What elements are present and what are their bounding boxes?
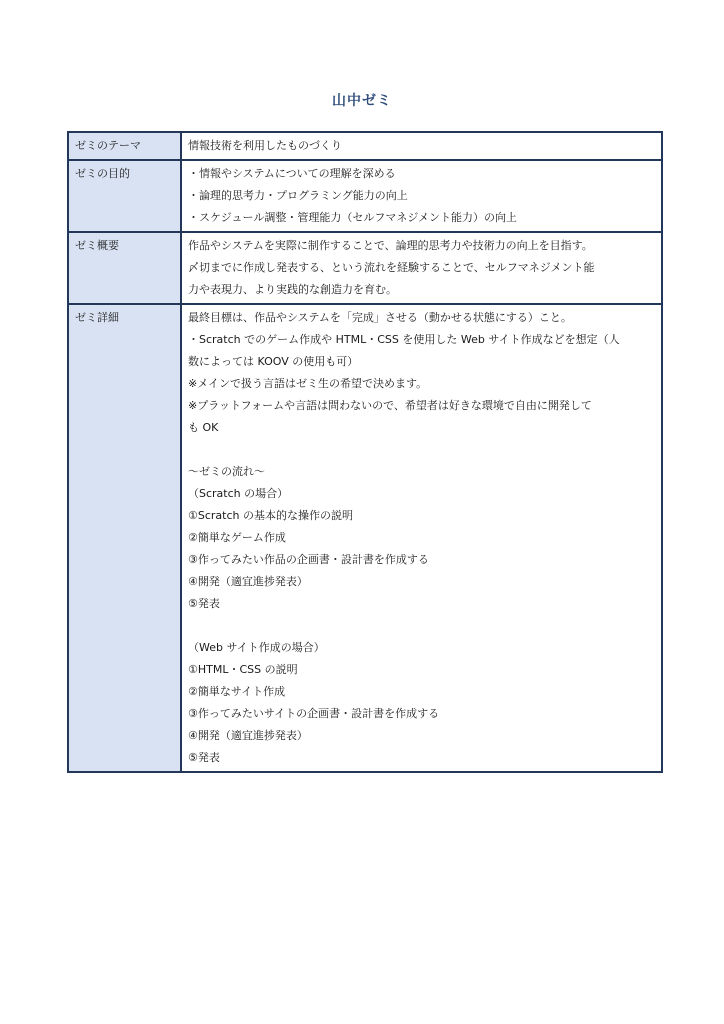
row-label-text: ゼミ概要	[75, 239, 119, 252]
blank-line	[188, 615, 655, 637]
value-line: 〆切までに作成し発表する、という流れを経験することで、セルフマネジメント能	[188, 261, 595, 274]
value-line: ・スケジュール調整・管理能力（セルフマネジメント能力）の向上	[188, 211, 518, 224]
value-line: ・情報やシステムについての理解を深める	[188, 167, 396, 180]
row-label-details	[68, 304, 181, 772]
table-row-details	[68, 304, 662, 772]
value-line: 最終目標は、作品やシステムを「完成」させる（動かせる状態にする）こと。	[188, 311, 572, 324]
page-title: 山中ゼミ	[332, 93, 392, 109]
value-line: ②簡単なゲーム作成	[188, 531, 286, 544]
value-line: ①HTML・CSS の説明	[188, 663, 298, 676]
row-value-purpose	[181, 160, 662, 232]
value-line: （Scratch の場合）	[188, 487, 289, 500]
value-line: ②簡単なサイト作成	[188, 685, 286, 698]
value-line: 力や表現力、より実践的な創造力を育む。	[188, 283, 397, 296]
row-label-theme	[68, 132, 181, 160]
table-row-purpose	[68, 160, 662, 232]
value-line: ・Scratch でのゲーム作成や HTML・CSS を使用した Web サイト作成などを想定（人	[188, 333, 620, 346]
row-value-details	[181, 304, 662, 772]
value-line: ①Scratch の基本的な操作の説明	[188, 509, 353, 522]
row-label-purpose	[68, 160, 181, 232]
row-label-text: ゼミ詳細	[75, 311, 119, 324]
value-line: ⑤発表	[188, 597, 220, 610]
value-line: ④開発（適宜進捗発表）	[188, 575, 308, 588]
row-value-theme	[181, 132, 662, 160]
value-line: ※メインで扱う言語はゼミ生の希望で決めます。	[188, 377, 428, 390]
value-line: 情報技術を利用したものづくり	[188, 139, 342, 152]
row-value-overview	[181, 232, 662, 304]
value-line: 作品やシステムを実際に制作することで、論理的思考力や技術力の向上を目指す。	[188, 239, 593, 252]
value-line: ③作ってみたいサイトの企画書・設計書を作成する	[188, 707, 440, 720]
table-row-theme	[68, 132, 662, 160]
value-line: ⑤発表	[188, 751, 220, 764]
seminar-info-table	[67, 131, 663, 773]
value-line: 数によっては KOOV の使用も可）	[188, 355, 359, 368]
table-row-overview	[68, 232, 662, 304]
row-label-text: ゼミのテーマ	[75, 139, 141, 152]
value-line: ④開発（適宜進捗発表）	[188, 729, 308, 742]
value-line: も OK	[188, 421, 219, 434]
row-label-text: ゼミの目的	[75, 167, 130, 180]
value-line: ～ゼミの流れ～	[188, 465, 265, 478]
blank-line	[188, 439, 655, 461]
value-line: ・論理的思考力・プログラミング能力の向上	[188, 189, 408, 202]
value-line: （Web サイト作成の場合）	[188, 641, 325, 654]
value-line: ※プラットフォームや言語は問わないので、希望者は好きな環境で自由に開発して	[188, 399, 592, 412]
value-line: ③作ってみたい作品の企画書・設計書を作成する	[188, 553, 429, 566]
row-label-overview	[68, 232, 181, 304]
